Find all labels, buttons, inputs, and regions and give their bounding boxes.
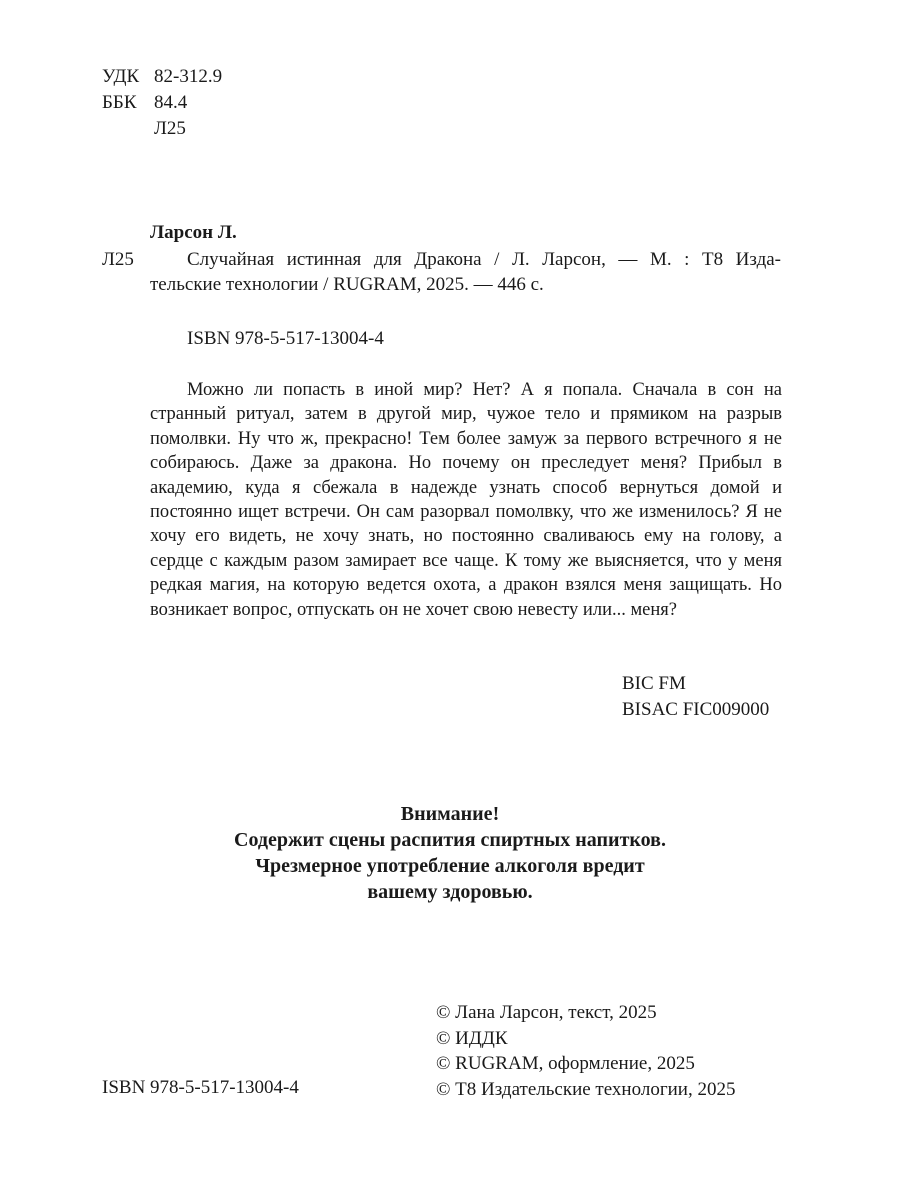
bbk-value: 84.4 [154, 92, 188, 113]
author-heading: Ларсон Л. [150, 222, 237, 243]
copyright-block [436, 1000, 735, 1102]
warning-line: Содержит сцены распития спиртных напитков. [234, 829, 666, 851]
copyright-line: © Т8 Издательские технологии, 2025 [436, 1078, 736, 1100]
abstract-paragraph: Можно ли попасть в иной мир? Нет? А я попала. Сначала в сон на странный ритуал, затем в другой мир, чужое тело и прямиком на разрыв помолвки. Ну что ж, прекрасно! Тем более замуж за первого встречного я не собираюсь. Даже за дракона. Но почему он преследует меня? Прибыл в академию, куда я сбежала в надежде узнать способ вернуться домой и постоянно ищет встречи. Он сам разорвал помолвку, что же изменилось? Я не хочу его видеть, не хочу знать, но постоянно сваливаюсь ему на голову, а сердце с каждым разом замирает все чаще. К тому же выясняется, что у меня редкая магия, на которую ведется охота, а дракон взялся меня защищать. Но возникает вопрос, отпускать он не хочет свою невесту или... меня? [150, 380, 782, 620]
record-isbn: ISBN 978-5-517-13004-4 [187, 328, 384, 349]
udk-value: 82-312.9 [154, 66, 223, 87]
health-warning [0, 801, 900, 905]
footer-isbn: ISBN 978-5-517-13004-4 [102, 1077, 299, 1098]
classification-author-mark: Л25 [154, 118, 186, 139]
bbk-line [102, 92, 187, 114]
udk-line [102, 66, 222, 88]
record-author-mark: Л25 [102, 249, 134, 270]
warning-line: вашему здоровью. [367, 881, 533, 903]
bic-code: BIC FM [622, 673, 686, 694]
bisac-code: BISAC FIC009000 [622, 699, 770, 720]
udk-label: УДК [102, 66, 140, 87]
description-line-1: Случайная истинная для Дракона / Л. Ларсон, — М. : Т8 Изда- [187, 249, 781, 270]
copyright-line: © Лана Ларсон, текст, 2025 [436, 1002, 657, 1023]
bbk-label: ББК [102, 92, 137, 113]
copyright-line: © ИДДК [436, 1027, 508, 1049]
copyright-line: © RUGRAM, оформление, 2025 [436, 1053, 695, 1074]
description-line-2: тельские технологии / RUGRAM, 2025. — 446 с. [150, 274, 544, 295]
warning-line: Чрезмерное употребление алкоголя вредит [255, 855, 645, 877]
warning-title: Внимание! [400, 803, 500, 825]
